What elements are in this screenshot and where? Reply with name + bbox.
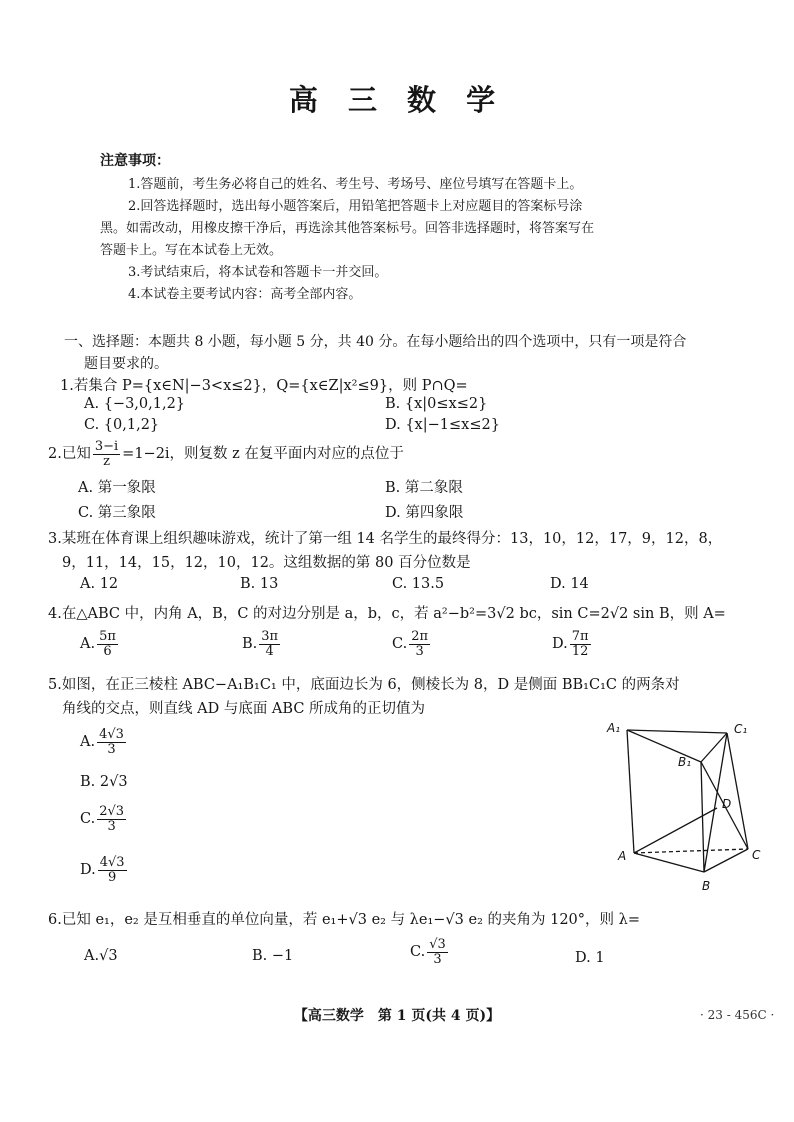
q6-c-num: √3 [429,937,446,952]
q5-c-label: C. [80,811,96,828]
q5-option-b: B. 2√3 [80,774,128,790]
q5-c-frac [97,805,126,833]
section-heading: 一、选择题：本题共 8 小题，每小题 5 分，共 40 分。在每小题给出的四个选项中，只有一项是符合 [64,334,687,350]
q3-option-b: B. 13 [240,576,279,592]
q4-d-den: 12 [571,643,589,659]
q2-frac-den: z [103,453,110,469]
edge-a1-a [627,730,634,853]
q1-option-c: C. {0,1,2} [84,417,160,433]
q4-b-num: 3π [261,629,279,644]
section-heading-cont: 题目要求的。 [84,356,168,372]
q1-option-b: B. {x|0≤x≤2} [385,396,488,412]
q3-option-d: D. 14 [550,576,589,592]
question-3-line-1: 3.某班在体育课上组织趣味游戏，统计了第一组 14 名学生的最终得分：13，10，12，17，9，12，8， [48,531,723,547]
note-line-3: 黑。如需改动，用橡皮擦干净后，再选涂其他答案标号。回答非选择题时，将答案写在 [100,221,595,236]
q5-c-den: 3 [107,818,116,834]
q4-option-a [80,630,120,658]
label-a1: A₁ [607,721,621,735]
q5-option-a [80,728,128,756]
question-4-stem: 4.在△ABC 中，内角 A，B，C 的对边分别是 a，b，c，若 a²−b²=3√2 bc，sin C=2√2 sin B，则 A= [48,606,726,622]
q5-d-num: 4√3 [99,855,125,870]
edge-a1-c1 [627,730,727,733]
q3-option-a: A. 12 [80,576,119,592]
page-footer: 【高三数学 第 1 页(共 4 页)】 [293,1008,501,1024]
q4-d-num: 7π [571,629,589,644]
note-line-5: 3.考试结束后，将本试卷和答题卡一并交回。 [128,265,388,280]
prism-figure [598,712,774,902]
q3-option-c: C. 13.5 [392,576,445,592]
note-line-2: 2.回答选择题时，选出每小题答案后，用铅笔把答题卡上对应题目的答案标号涂 [128,199,583,214]
label-a: A [618,849,627,863]
label-b: B [702,879,711,893]
q4-a-num: 5π [99,629,116,644]
q5-d-den: 9 [107,869,117,885]
q5-c-num: 2√3 [99,804,125,819]
question-2-stem [48,440,404,468]
q5-d-label: D. [80,862,96,879]
edge-b-c [704,849,748,872]
edge-c1-c [727,733,748,849]
note-line-1: 1.答题前，考生务必将自己的姓名、考生号、考场号、座位号填写在答题卡上。 [128,177,583,192]
q5-option-c [80,805,128,833]
q2-option-b: B. 第二象限 [385,480,463,496]
q5-a-num: 4√3 [99,727,124,742]
q6-c-label: C. [410,944,426,961]
q2-option-d: D. 第四象限 [385,505,464,521]
label-c: C [752,848,761,862]
q2-option-a: A. 第一象限 [78,480,156,496]
q4-a-den: 6 [103,643,112,659]
page-title: 高 三 数 学 [288,83,506,117]
question-1-stem: 1.若集合 P={x∈N|−3<x≤2}，Q={x∈Z|x²≤9}，则 P∩Q= [60,378,468,394]
q6-option-a: A.√3 [84,948,118,964]
note-line-4: 答题卡上。写在本试卷上无效。 [100,243,283,258]
note-line-6: 4.本试卷主要考试内容：高考全部内容。 [128,287,362,302]
q4-b-den: 4 [265,643,274,659]
label-c1: C₁ [734,722,748,736]
q5-a-den: 3 [107,741,116,757]
footer-code: · 23 - 456C · [700,1008,775,1022]
q5-option-d [80,856,129,884]
q6-c-den: 3 [433,951,442,967]
edge-a-b [634,853,704,872]
q4-c-num: 2π [411,629,429,644]
q5-a-frac [97,728,126,756]
q1-option-a: A. {−3,0,1,2} [84,396,186,412]
question-5-line-1: 5.如图，在正三棱柱 ABC−A₁B₁C₁ 中，底面边长为 6，侧棱长为 8，D 是侧面 BB₁C₁C 的两条对 [48,677,680,693]
q6-option-b: B. −1 [252,948,294,964]
q6-option-d: D. 1 [575,950,605,966]
q4-c-den: 3 [415,643,424,659]
q4-a-frac [97,630,118,658]
q4-option-c [392,630,432,658]
question-5-line-2: 角线的交点，则直线 AD 与底面 ABC 所成角的正切值为 [62,701,426,717]
q6-option-c [410,938,450,966]
segment-a-d [634,808,717,853]
q2-fraction [93,440,120,468]
q2-option-c: C. 第三象限 [78,505,156,521]
q2-suffix: =1−2i，则复数 z 在复平面内对应的点位于 [122,446,404,463]
q4-d-label: D. [552,636,568,653]
hidden-edge-a-c [634,849,748,853]
q5-a-label: A. [80,734,96,751]
q4-c-frac [409,630,430,658]
notes-heading: 注意事项： [100,153,170,169]
q6-c-frac [427,938,448,966]
q4-a-label: A. [80,636,96,653]
question-6-stem: 6.已知 e₁，e₂ 是互相垂直的单位向量，若 e₁+√3 e₂ 与 λe₁−√3 e₂ 的夹角为 120°，则 λ= [48,912,640,928]
q2-prefix: 2.已知 [48,446,91,463]
q4-b-frac [259,630,280,658]
question-3-line-2: 9，11，14，15，12，10，12。这组数据的第 80 百分位数是 [62,555,471,571]
q5-d-frac [98,856,127,884]
q1-option-d: D. {x|−1≤x≤2} [385,417,500,433]
q2-frac-num: 3−i [94,439,119,454]
q4-b-label: B. [242,636,258,653]
q4-c-label: C. [392,636,408,653]
label-b1: B₁ [678,755,692,769]
q4-option-b [242,630,282,658]
q4-d-frac [570,630,591,658]
label-d: D [722,797,732,811]
q4-option-d [552,630,593,658]
